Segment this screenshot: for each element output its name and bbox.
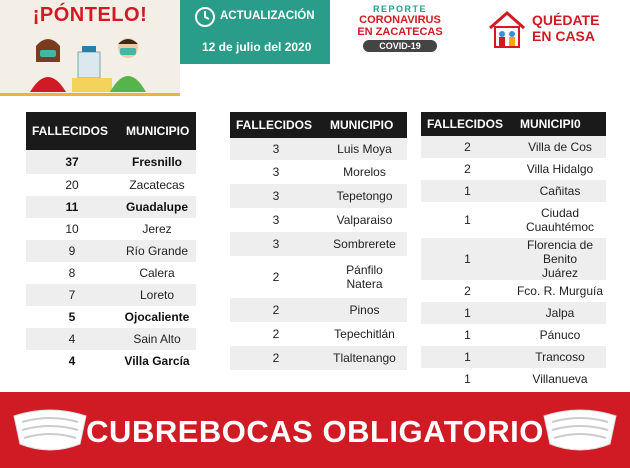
- table-row: [421, 302, 606, 324]
- update-date: 12 de julio del 2020: [202, 40, 312, 54]
- municipio-name: Ciudad Cuauhtémoc: [514, 202, 606, 238]
- table-header: [421, 112, 606, 136]
- municipio-name: Pinos: [322, 298, 407, 322]
- deaths-count: 1: [421, 368, 514, 390]
- deaths-count: 1: [421, 324, 514, 346]
- municipio-name: Fco. R. Murguía: [514, 280, 606, 302]
- municipio-name: Ojocaliente: [118, 306, 196, 328]
- house-family-icon: [486, 8, 528, 50]
- municipio-name: Zacatecas: [118, 174, 196, 196]
- deaths-count: 5: [26, 306, 118, 328]
- deaths-count: 2: [421, 280, 514, 302]
- deaths-count: 1: [421, 180, 514, 202]
- deaths-table-2: [230, 112, 407, 370]
- municipio-name: Tlaltenango: [322, 346, 407, 370]
- municipio-name: Morelos: [322, 160, 407, 184]
- municipio-name: Tepetongo: [322, 184, 407, 208]
- deaths-count: 1: [421, 202, 514, 238]
- table-row: [26, 150, 196, 174]
- table-row: [421, 368, 606, 390]
- deaths-count: 2: [421, 136, 514, 158]
- table-row: [421, 280, 606, 302]
- table-row: [421, 324, 606, 346]
- deaths-count: 2: [230, 322, 322, 346]
- pontelo-title: ¡PÓNTELO!: [32, 4, 148, 26]
- deaths-count: 37: [26, 150, 118, 174]
- report-line3: EN ZACATECAS: [357, 26, 443, 38]
- municipio-name: Florencia de Benito Juárez: [514, 238, 606, 280]
- municipio-name: Calera: [118, 262, 196, 284]
- deaths-count: 3: [230, 160, 322, 184]
- table-row: [421, 180, 606, 202]
- table-row: [26, 306, 196, 328]
- table-row: [26, 174, 196, 196]
- table-row: [26, 262, 196, 284]
- report-logo: [338, 4, 462, 60]
- deaths-count: 20: [26, 174, 118, 196]
- table-row: [421, 346, 606, 368]
- table-row: [230, 346, 407, 370]
- municipio-name: Tepechitlán: [322, 322, 407, 346]
- municipio-name: Villa Hidalgo: [514, 158, 606, 180]
- municipio-name: Fresnillo: [118, 150, 196, 174]
- footer-text: CUBREBOCAS OBLIGATORIO: [86, 414, 544, 449]
- table-row: [26, 350, 196, 372]
- header-fallecidos: FALLECIDOS: [26, 112, 118, 150]
- report-line2: CORONAVIRUS: [359, 14, 441, 26]
- deaths-count: 4: [26, 350, 118, 372]
- municipio-name: Villanueva: [514, 368, 606, 390]
- table-row: [230, 160, 407, 184]
- deaths-count: 2: [230, 346, 322, 370]
- table-row: [230, 184, 407, 208]
- table-row: [230, 208, 407, 232]
- table-row: [26, 196, 196, 218]
- municipio-name: Trancoso: [514, 346, 606, 368]
- report-line1: REPORTE: [372, 4, 427, 14]
- municipio-name: Villa García: [118, 350, 196, 372]
- table-row: [230, 322, 407, 346]
- covid-badge: COVID-19: [363, 40, 437, 52]
- table-header: [230, 112, 407, 138]
- deaths-count: 3: [230, 232, 322, 256]
- municipio-name: Guadalupe: [118, 196, 196, 218]
- deaths-count: 1: [421, 238, 514, 280]
- deaths-table-1: [26, 112, 196, 372]
- municipio-name: Loreto: [118, 284, 196, 306]
- quedate-line2: EN CASA: [532, 28, 596, 44]
- table-row: [230, 232, 407, 256]
- deaths-count: 11: [26, 196, 118, 218]
- table-row: [421, 158, 606, 180]
- footer-banner: [0, 392, 630, 468]
- quedate-logo: [480, 6, 625, 54]
- deaths-count: 4: [26, 328, 118, 350]
- header: [0, 0, 630, 96]
- municipio-name: Sain Alto: [118, 328, 196, 350]
- table-row: [230, 298, 407, 322]
- deaths-count: 2: [230, 256, 322, 298]
- table-row: [230, 256, 407, 298]
- table-row: [421, 238, 606, 280]
- deaths-count: 7: [26, 284, 118, 306]
- deaths-count: 2: [421, 158, 514, 180]
- table-row: [26, 328, 196, 350]
- header-fallecidos: FALLECIDOS: [421, 112, 514, 136]
- deaths-count: 1: [421, 346, 514, 368]
- deaths-count: 3: [230, 208, 322, 232]
- header-fallecidos: FALLECIDOS: [230, 112, 322, 138]
- municipio-name: Jalpa: [514, 302, 606, 324]
- deaths-count: 1: [421, 302, 514, 324]
- table-row: [421, 136, 606, 158]
- municipio-name: Pánuco: [514, 324, 606, 346]
- table-row: [421, 202, 606, 238]
- municipio-name: Villa de Cos: [514, 136, 606, 158]
- municipio-name: Sombrerete: [322, 232, 407, 256]
- table-row: [26, 284, 196, 306]
- header-municipio: MUNICIPI0: [514, 112, 606, 136]
- municipio-name: Jerez: [118, 218, 196, 240]
- deaths-count: 2: [230, 298, 322, 322]
- table-row: [230, 138, 407, 160]
- update-label: ACTUALIZACIÓN: [220, 10, 315, 22]
- municipio-name: Valparaiso: [322, 208, 407, 232]
- pontelo-panel: [0, 0, 180, 96]
- table-header: [26, 112, 196, 150]
- deaths-count: 3: [230, 138, 322, 160]
- deaths-count: 10: [26, 218, 118, 240]
- deaths-table-3: [421, 112, 606, 390]
- face-mask-icon: [538, 398, 622, 458]
- municipio-name: Río Grande: [118, 240, 196, 262]
- header-municipio: MUNICIPIO: [322, 112, 407, 138]
- table-row: [26, 218, 196, 240]
- header-municipio: MUNICIPIO: [118, 112, 196, 150]
- deaths-count: 9: [26, 240, 118, 262]
- quedate-text: [532, 12, 599, 44]
- people-illustration: [20, 32, 160, 92]
- deaths-count: 8: [26, 262, 118, 284]
- municipio-name: Cañitas: [514, 180, 606, 202]
- municipio-name: Pánfilo Natera: [322, 256, 407, 298]
- update-panel: [180, 0, 330, 64]
- table-row: [26, 240, 196, 262]
- deaths-count: 3: [230, 184, 322, 208]
- clock-icon: [194, 6, 216, 28]
- municipio-name: Luis Moya: [322, 138, 407, 160]
- quedate-line1: QUÉDATE: [532, 12, 600, 28]
